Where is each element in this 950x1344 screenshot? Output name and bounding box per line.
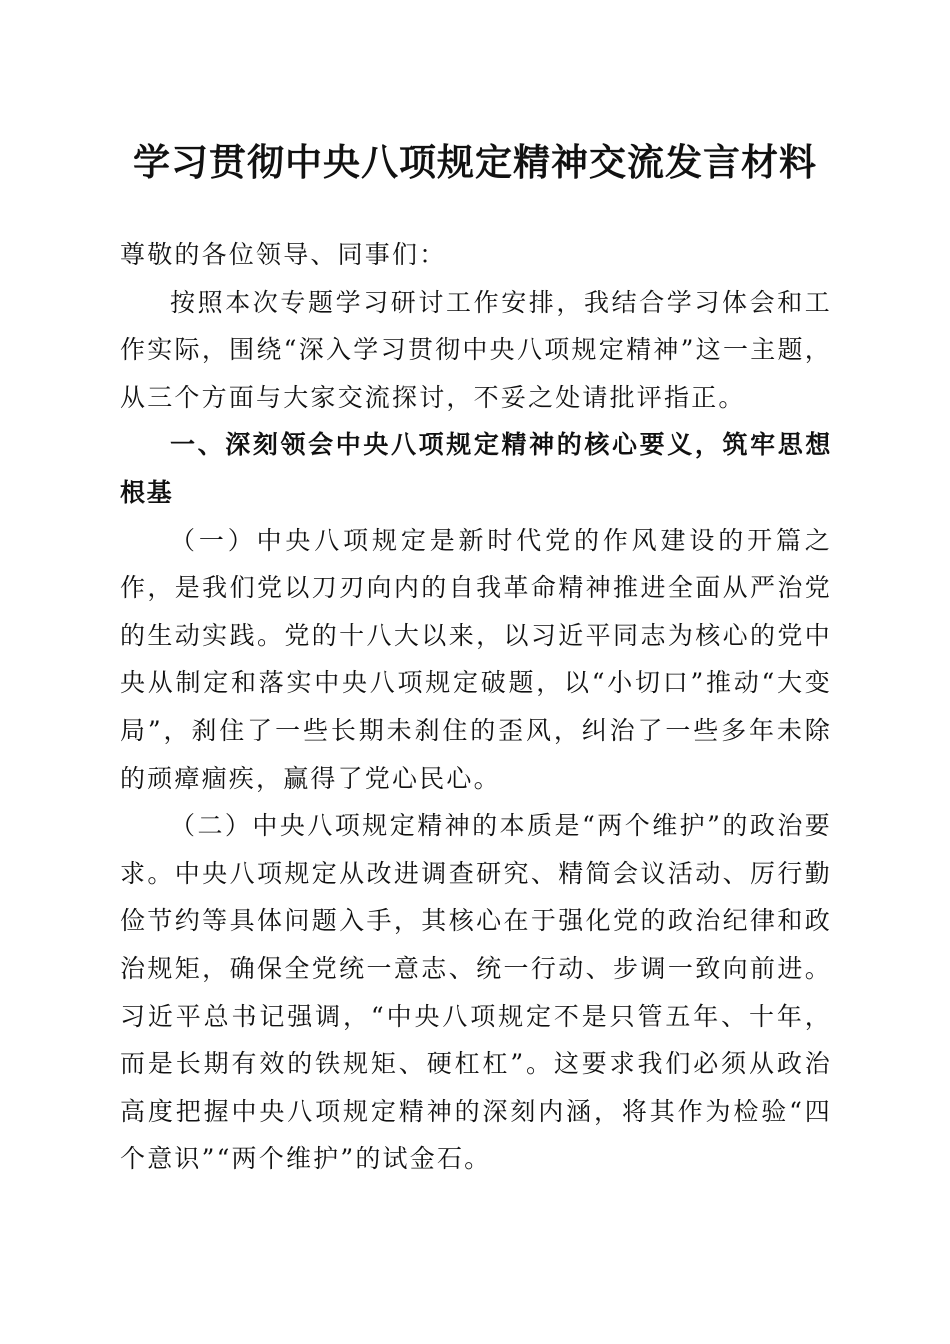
document-title: 学习贯彻中央八项规定精神交流发言材料 <box>133 140 817 184</box>
intro-paragraph: 按照本次专题学习研讨工作安排，我结合学习体会和工作实际，围绕“深入学习贯彻中央八项规定精神”这一主题，从三个方面与大家交流探讨，不妥之处请批评指正。 <box>120 287 832 412</box>
paragraph-1: （一）中央八项规定是新时代党的作风建设的开篇之作，是我们党以刀刃向内的自我革命精神推进全面从严治党的生动实践。党的十八大以来，以习近平同志为核心的党中央从制定和落实中央八项规定破题，以“小切口”推动“大变局”，刹住了一些长期未刹住的歪风，纠治了一些多年未除的顽瘴痼疾，赢得了党心民心。 <box>120 525 832 793</box>
document-body <box>120 231 832 1183</box>
paragraph-2: （二）中央八项规定精神的本质是“两个维护”的政治要求。中央八项规定从改进调查研究、精简会议活动、厉行勤俭节约等具体问题入手，其核心在于强化党的政治纪律和政治规矩，确保全党统一意志、统一行动、步调一致向前进。习近平总书记强调，“中央八项规定不是只管五年、十年，而是长期有效的铁规矩、硬杠杠”。这要求我们必须从政治高度把握中央八项规定精神的深刻内涵，将其作为检验“四个意识”“两个维护”的试金石。 <box>120 811 832 1174</box>
section-heading-1: 一、深刻领会中央八项规定精神的核心要义，筑牢思想根基 <box>120 430 832 507</box>
salutation: 尊敬的各位领导、同事们： <box>120 240 447 269</box>
